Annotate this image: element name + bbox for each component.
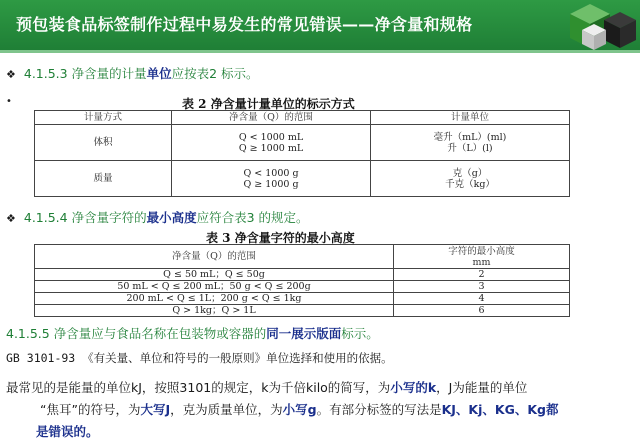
body-text: “焦耳”的符号，为	[40, 402, 141, 417]
page-title: 预包装食品标签制作过程中易发生的常见错误——净含量和规格	[16, 15, 473, 34]
table3	[34, 244, 570, 317]
bullet-height	[6, 208, 309, 226]
table3-cell: Q > 1kg；Q > 1L	[35, 305, 394, 317]
bullet-highlight: 同一展示版面	[266, 326, 342, 341]
table2-cell: 质量	[35, 161, 172, 197]
table3-cell: 50 mL < Q ≤ 200 mL；50 g < Q ≤ 200g	[35, 281, 394, 293]
bullet-text: 4.1.5.3 净含量的计量	[23, 66, 147, 81]
bullet-text: 4.1.5.5 净含量应与食品名称在包装物或容器的	[6, 326, 267, 341]
stacked-cubes-icon	[560, 0, 638, 50]
explanation-line-2	[40, 400, 558, 418]
table2-header: 计量单位	[371, 111, 570, 125]
table-row	[35, 293, 570, 305]
explanation-line-3	[36, 422, 99, 440]
table3-cell: 200 mL < Q ≤ 1L；200 g < Q ≤ 1kg	[35, 293, 394, 305]
header-banner	[0, 0, 640, 50]
body-text: 最常见的是能量的单位kJ，按照3101的规定，k为千倍kilo的简写，为	[6, 380, 391, 395]
range-value: Q ≥ 1000 mL	[238, 142, 304, 154]
table3-cell: Q ≤ 50 mL；Q ≤ 50g	[35, 269, 394, 281]
table-row	[35, 161, 570, 197]
unit-value: 毫升（mL）(ml)	[433, 131, 507, 143]
table2-caption: 表 2 净含量计量单位的标示方式	[182, 97, 355, 111]
table3-cell: 2	[394, 269, 570, 281]
body-text: ，J为能量的单位	[436, 380, 528, 395]
range-value: Q < 1000 mL	[238, 131, 304, 143]
table-row	[35, 269, 570, 281]
body-text: 。有部分标签的写法是	[316, 402, 442, 417]
body-highlight: KJ、Kj、KG、Kg都	[441, 402, 559, 417]
table-row	[35, 125, 570, 161]
body-text: ，克为质量单位，为	[170, 402, 283, 417]
table2-cell	[371, 161, 570, 197]
table3-header: 净含量（Q）的范围	[35, 245, 394, 269]
diamond-bullet-icon: ❖	[6, 68, 16, 81]
explanation-line-1	[6, 378, 527, 396]
table2-cell	[172, 161, 371, 197]
table2-header: 计量方式	[35, 111, 172, 125]
bullet-unit	[6, 64, 259, 82]
range-value: Q ≥ 1000 g	[243, 178, 299, 190]
bullet-text: 标示。	[341, 326, 379, 341]
table2-cell	[172, 125, 371, 161]
table2-cell: 体积	[35, 125, 172, 161]
bullet-display-panel	[6, 324, 379, 342]
table2-header: 净含量（Q）的范围	[172, 111, 371, 125]
unit-value: 千克（kg）	[445, 178, 495, 190]
bullet-text: 4.1.5.4 净含量字符的	[23, 210, 147, 225]
bullet-text: 应按表2 标示。	[171, 66, 259, 81]
table3-header	[394, 245, 570, 269]
range-value: Q < 1000 g	[243, 167, 299, 179]
diamond-bullet-icon: ❖	[6, 212, 16, 225]
table3-cell: 4	[394, 293, 570, 305]
table-row	[35, 305, 570, 317]
table-row	[35, 281, 570, 293]
table3-caption: 表 3 净含量字符的最小高度	[206, 231, 355, 245]
height-header: 字符的最小高度	[448, 245, 515, 257]
body-highlight: 小写g	[282, 402, 317, 417]
dot-marker-icon: •	[6, 96, 12, 107]
table3-cell: 3	[394, 281, 570, 293]
bullet-highlight: 单位	[146, 66, 172, 81]
bullet-text: 应符合表3 的规定。	[196, 210, 309, 225]
header-underline	[0, 50, 640, 53]
gb-standard-line: GB 3101-93 《有关量、单位和符号的一般原则》单位选择和使用的依据。	[6, 351, 393, 365]
unit-value: 升（L）(l)	[447, 142, 493, 154]
height-unit: mm	[472, 256, 491, 268]
body-highlight: 是错误的。	[36, 424, 99, 439]
body-highlight: 大写J	[140, 402, 171, 417]
unit-value: 克（g）	[452, 167, 488, 179]
table3-cell: 6	[394, 305, 570, 317]
bullet-highlight: 最小高度	[146, 210, 197, 225]
table2-cell	[371, 125, 570, 161]
body-highlight: 小写的k	[390, 380, 437, 395]
table2	[34, 110, 570, 197]
